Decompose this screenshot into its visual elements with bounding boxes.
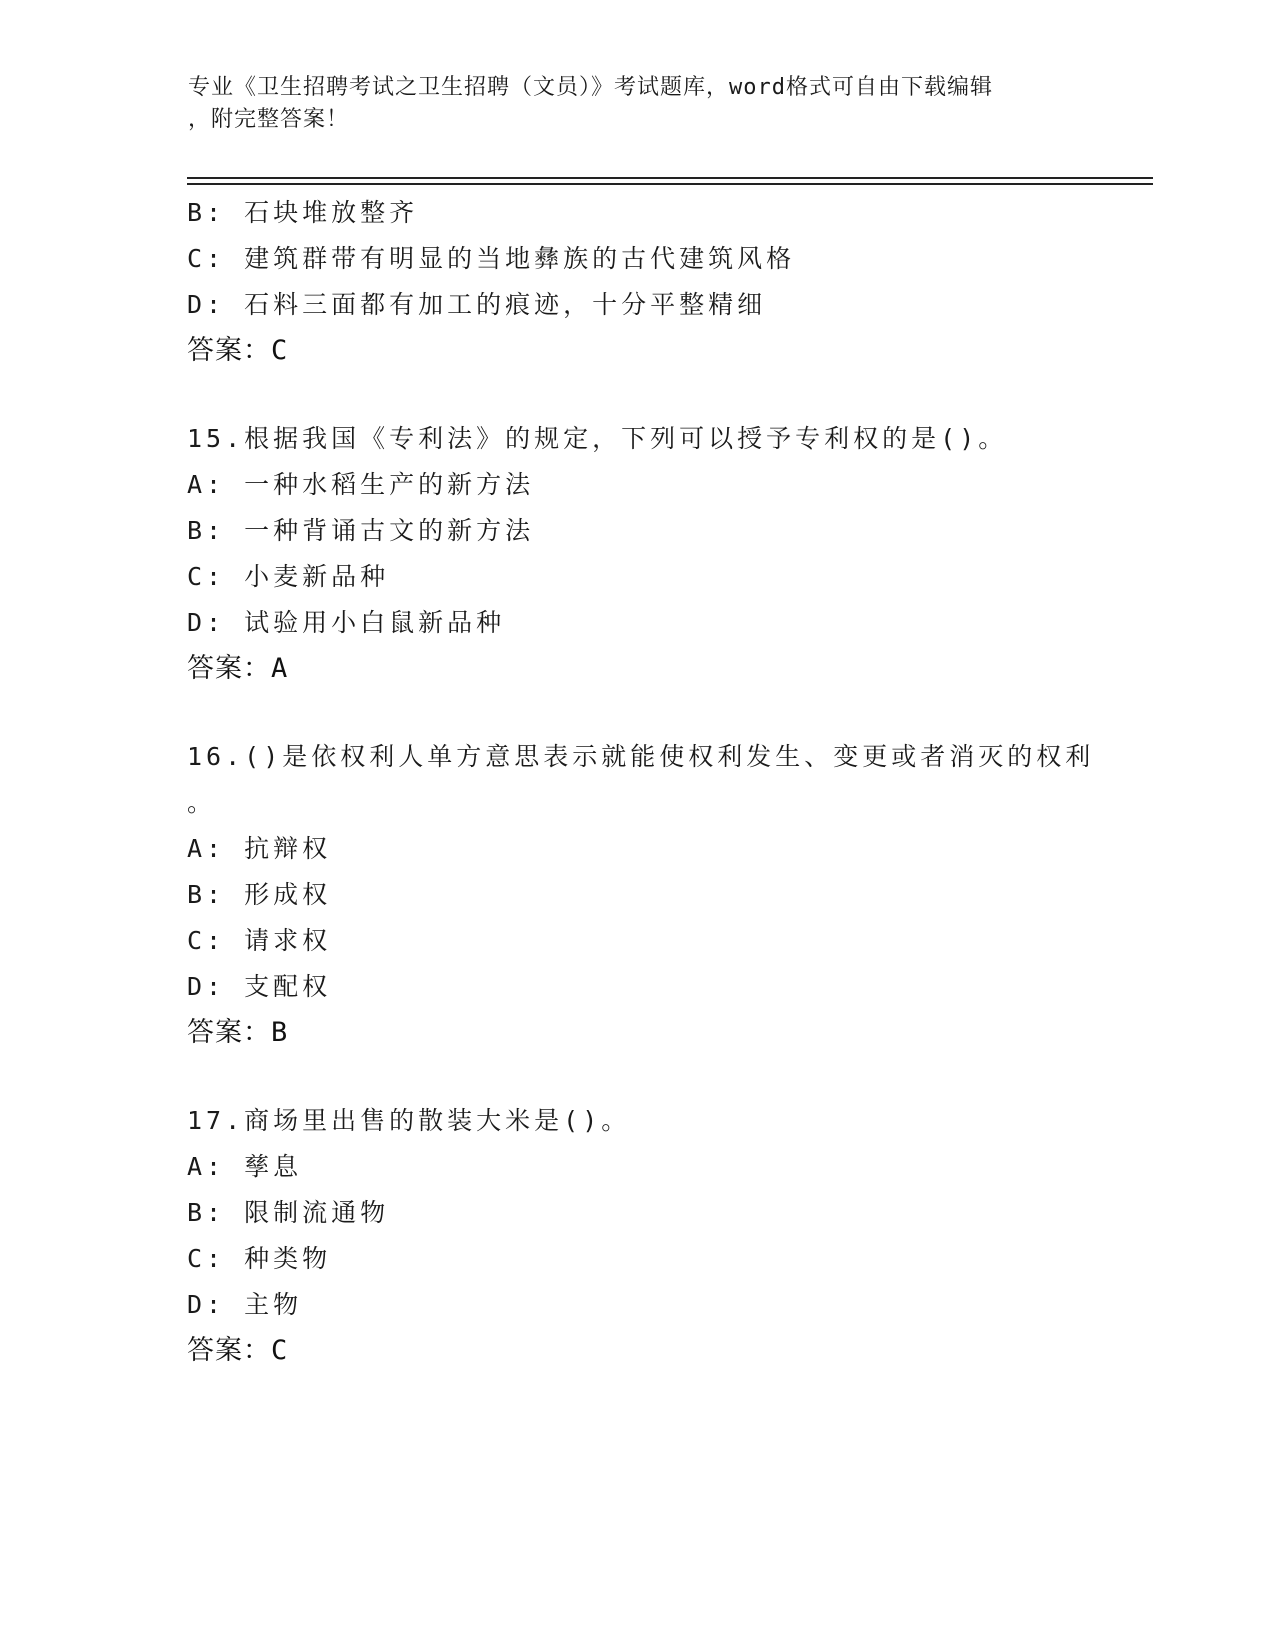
option-c: C: 种类物: [187, 1244, 332, 1273]
answer: 答案：A: [187, 653, 289, 684]
spacer: [187, 692, 1087, 734]
option-a: A: 抗辩权: [187, 834, 332, 863]
answer: 答案：C: [187, 1335, 289, 1366]
question-list: [187, 190, 1095, 1374]
question-stem: 17.商场里出售的散装大米是()。: [187, 1106, 631, 1135]
question-17: [187, 1098, 1087, 1374]
option-b: B: 一种背诵古文的新方法: [187, 516, 535, 545]
option-d: D: 主物: [187, 1290, 303, 1319]
question-stem-continuation: 。: [187, 788, 217, 817]
option-b: B: 限制流通物: [187, 1198, 390, 1227]
option-a: A: 一种水稻生产的新方法: [187, 470, 535, 499]
spacer: [187, 1056, 1087, 1098]
option-d: D: 试验用小白鼠新品种: [187, 608, 506, 637]
question-stem: 15.根据我国《专利法》的规定，下列可以授予专利权的是()。: [187, 424, 1008, 453]
question-15: [187, 416, 1087, 692]
document-header: [188, 72, 1088, 136]
option-b: B: 形成权: [187, 880, 332, 909]
header-line-2: ，附完整答案！: [188, 107, 350, 132]
header-divider-top: [187, 177, 1153, 179]
option-d: D: 支配权: [187, 972, 332, 1001]
option-c: C: 小麦新品种: [187, 562, 390, 591]
header-line-1: 专业《卫生招聘考试之卫生招聘（文员）》考试题库，word格式可自由下载编辑: [188, 75, 993, 100]
option-c: C: 建筑群带有明显的当地彝族的古代建筑风格: [187, 244, 796, 273]
option-b: B: 石块堆放整齐: [187, 198, 419, 227]
question-14: [187, 190, 1087, 374]
spacer: [187, 374, 1087, 416]
option-a: A: 孳息: [187, 1152, 303, 1181]
answer: 答案：B: [187, 1017, 289, 1048]
answer: 答案：C: [187, 335, 289, 366]
question-16: [187, 734, 1095, 1056]
option-c: C: 请求权: [187, 926, 332, 955]
question-stem: 16.()是依权利人单方意思表示就能使权利发生、变更或者消灭的权利: [187, 742, 1095, 771]
option-d: D: 石料三面都有加工的痕迹，十分平整精细: [187, 290, 767, 319]
header-divider-bottom: [187, 183, 1153, 185]
